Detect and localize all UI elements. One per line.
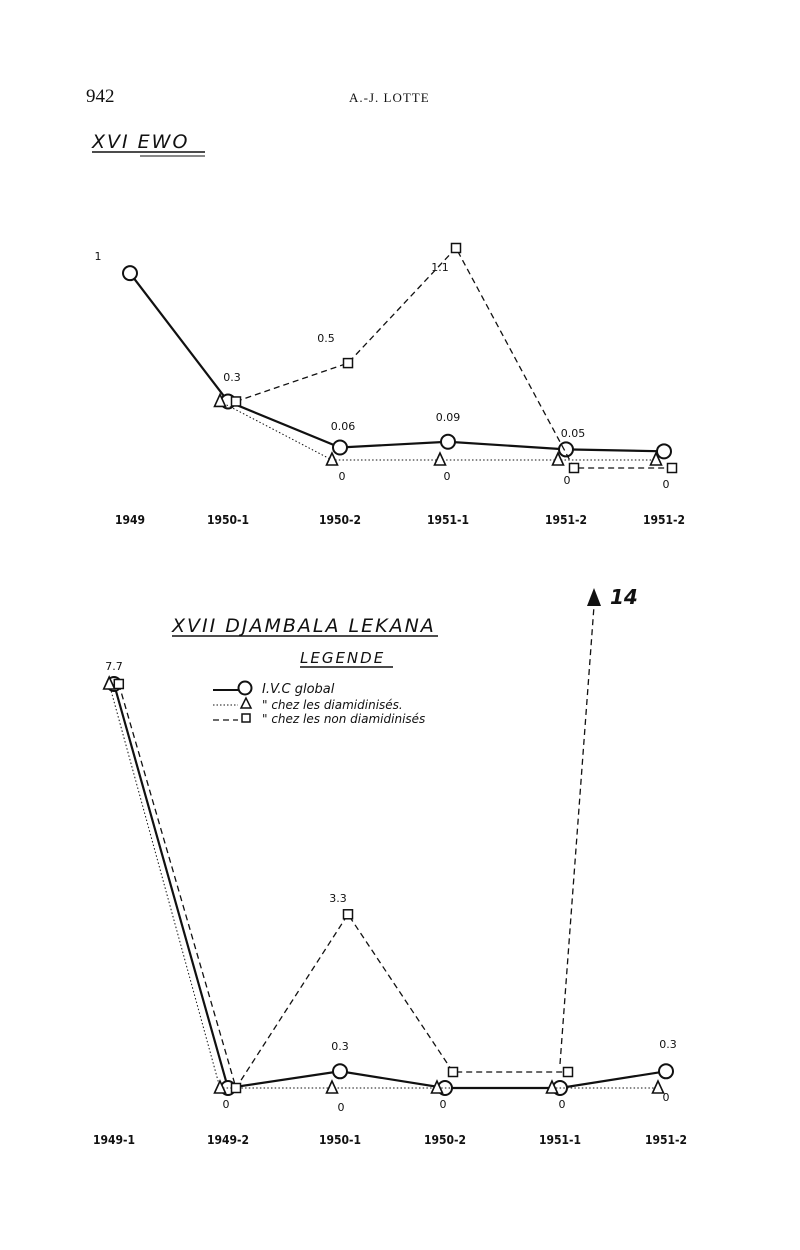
data-point-square xyxy=(452,244,461,253)
x-tick-label: 1951-2 xyxy=(544,513,588,527)
data-label: 1.1 xyxy=(431,261,449,274)
data-label: 1 xyxy=(94,250,102,263)
data-label: 0 xyxy=(443,470,451,483)
data-label: 7.7 xyxy=(105,660,123,673)
chart-djambala-lekana xyxy=(93,585,687,1147)
data-label: 0 xyxy=(439,1098,447,1111)
off-scale-arrow-icon xyxy=(587,588,601,606)
data-point-triangle xyxy=(435,453,446,465)
data-label: 0 xyxy=(558,1098,566,1111)
off-scale-dashed-line xyxy=(560,606,594,1064)
data-label: 0 xyxy=(338,470,346,483)
data-point-triangle xyxy=(327,1081,338,1093)
data-label: 0.06 xyxy=(330,420,356,433)
x-tick-label: 1949-2 xyxy=(206,1133,250,1147)
data-point-square xyxy=(232,397,241,406)
x-tick-label: 1950-2 xyxy=(318,513,362,527)
chart-djambala-title: XVII DJAMBALA LEKANA xyxy=(172,615,436,637)
data-label: 0.3 xyxy=(659,1038,677,1051)
data-label: 0 xyxy=(337,1101,345,1114)
data-label: 0 xyxy=(563,474,571,487)
x-tick-label: 1951-1 xyxy=(426,513,470,527)
data-point-square xyxy=(449,1068,458,1077)
data-point-square xyxy=(232,1084,241,1093)
data-point-square xyxy=(114,680,123,689)
legend-title: LEGENDE xyxy=(300,649,386,667)
x-tick-label: 1950-1 xyxy=(206,513,250,527)
legend-entry-label: " chez les diamidinisés. xyxy=(262,698,403,712)
series-line-triangle xyxy=(109,684,658,1088)
series-line-square xyxy=(119,684,568,1088)
data-label: 0 xyxy=(662,478,670,491)
data-point-square xyxy=(344,910,353,919)
legend-entry-label: " chez les non diamidinisés xyxy=(262,712,426,726)
x-tick-label: 1949 xyxy=(114,513,146,527)
chart-djambala-x-ticks xyxy=(93,1133,687,1147)
chart-ewo-data-labels xyxy=(95,250,670,491)
data-point-triangle xyxy=(327,453,338,465)
data-point-circle xyxy=(333,1064,347,1078)
x-tick-label: 1950-2 xyxy=(423,1133,467,1147)
data-point-circle xyxy=(657,444,671,458)
x-tick-label: 1951-1 xyxy=(538,1133,582,1147)
data-point-circle xyxy=(333,440,347,454)
series-line-circle xyxy=(130,273,664,451)
x-tick-label: 1951-2 xyxy=(642,513,686,527)
legend-triangle-marker xyxy=(241,698,251,708)
data-label: 3.3 xyxy=(329,892,347,905)
x-tick-label: 1951-2 xyxy=(644,1133,688,1147)
data-label: 0.5 xyxy=(317,332,335,345)
page-number: 942 xyxy=(86,86,115,107)
chart-djambala-series xyxy=(104,677,673,1095)
data-point-square xyxy=(344,359,353,368)
data-label: 0.05 xyxy=(560,427,586,440)
chart-ewo-x-ticks xyxy=(115,513,685,527)
data-point-square xyxy=(564,1068,573,1077)
legend-entry-label: I.V.C global xyxy=(262,682,335,697)
data-label: 0.09 xyxy=(435,411,461,424)
data-point-square xyxy=(668,464,677,473)
x-tick-label: 1950-1 xyxy=(318,1133,362,1147)
legend xyxy=(213,649,425,726)
chart-ewo-series xyxy=(123,244,677,473)
data-point-circle xyxy=(441,435,455,449)
data-label: 0.3 xyxy=(331,1040,349,1053)
legend-square-marker xyxy=(242,714,250,722)
chart-ewo xyxy=(91,131,685,527)
data-label: 0 xyxy=(222,1098,230,1111)
series-line-square xyxy=(236,248,672,468)
chart-ewo-title: XVI EWO xyxy=(92,131,190,153)
chart-djambala-data-labels xyxy=(105,660,677,1114)
running-head: A.-J. LOTTE xyxy=(349,90,430,105)
data-label: 0 xyxy=(662,1091,670,1104)
data-point-circle xyxy=(659,1064,673,1078)
chart-djambala-off-scale xyxy=(560,585,638,1064)
x-tick-label: 1949-1 xyxy=(92,1133,136,1147)
data-point-circle xyxy=(123,266,137,280)
off-scale-label: 14 xyxy=(610,585,638,609)
data-point-square xyxy=(570,464,579,473)
data-label: 0.3 xyxy=(223,371,241,384)
legend-circle-marker xyxy=(239,682,252,695)
